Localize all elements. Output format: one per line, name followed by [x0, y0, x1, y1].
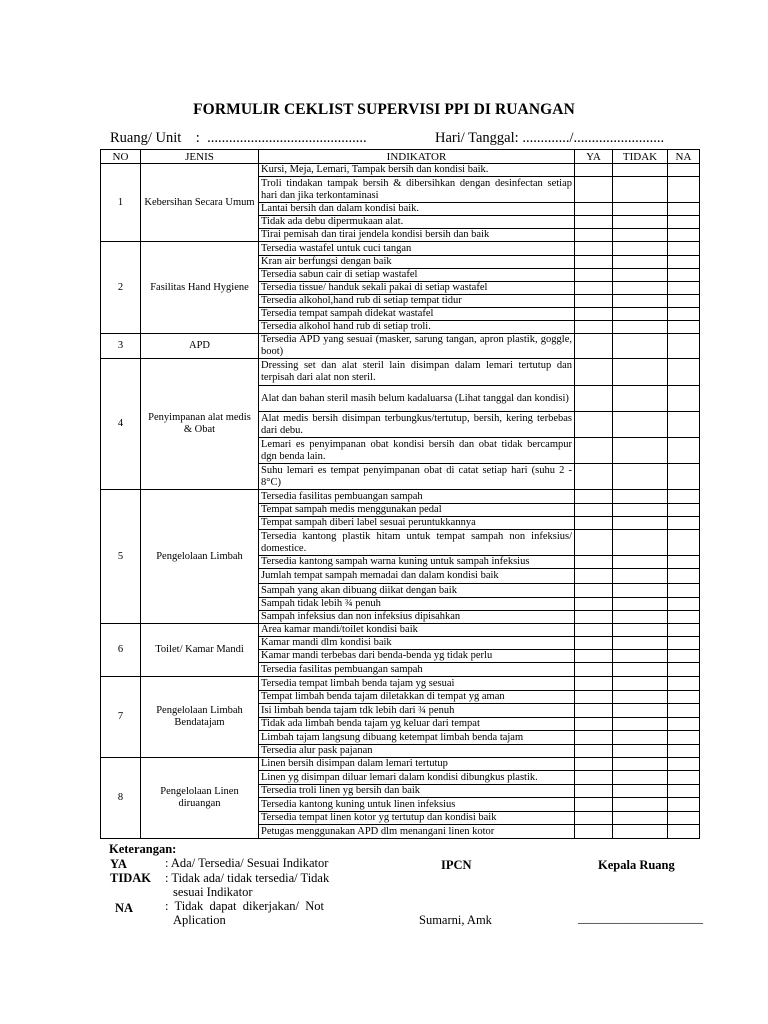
checkbox-cell-ya[interactable]: [575, 530, 613, 556]
checkbox-cell-tidak[interactable]: [613, 164, 668, 177]
checkbox-cell-tidak[interactable]: [613, 812, 668, 825]
indikator-cell: Tersedia fasilitas pembuangan sampah: [259, 490, 575, 504]
checkbox-cell-tidak[interactable]: [613, 216, 668, 229]
section-number: 7: [101, 677, 141, 758]
legend-tidak-label: TIDAK: [110, 871, 151, 885]
checklist-body: [101, 164, 700, 839]
checkbox-cell-tidak[interactable]: [613, 758, 668, 771]
checkbox-cell-na[interactable]: [668, 771, 700, 785]
checkbox-cell-na[interactable]: [668, 256, 700, 269]
table-row: [101, 359, 700, 386]
checkbox-cell-ya[interactable]: [575, 691, 613, 704]
section-number: 5: [101, 490, 141, 624]
checkbox-cell-na[interactable]: [668, 718, 700, 731]
checkbox-cell-na[interactable]: [668, 203, 700, 216]
table-header-row: [101, 150, 700, 164]
indikator-cell: Lantai bersih dan dalam kondisi baik.: [259, 203, 575, 216]
checkbox-cell-tidak[interactable]: [613, 359, 668, 386]
checkbox-cell-tidak[interactable]: [613, 677, 668, 691]
checkbox-cell-tidak[interactable]: [613, 584, 668, 598]
section-jenis: Penyimpanan alat medis & Obat: [141, 359, 259, 490]
checkbox-cell-na[interactable]: [668, 321, 700, 334]
checkbox-cell-tidak[interactable]: [613, 691, 668, 704]
ruang-unit-label: Ruang/ Unit: [110, 130, 182, 146]
checkbox-cell-ya[interactable]: [575, 517, 613, 530]
checkbox-cell-ya[interactable]: [575, 216, 613, 229]
checkbox-cell-na[interactable]: [668, 650, 700, 663]
indikator-cell: Kursi, Meja, Lemari, Tampak bersih dan kondisi baik.: [259, 164, 575, 177]
table-row: [101, 624, 700, 637]
checkbox-cell-na[interactable]: [668, 517, 700, 530]
checkbox-cell-na[interactable]: [668, 663, 700, 677]
checkbox-cell-na[interactable]: [668, 785, 700, 798]
section-jenis: Fasilitas Hand Hygiene: [141, 242, 259, 334]
checkbox-cell-na[interactable]: [668, 504, 700, 517]
checkbox-cell-tidak[interactable]: [613, 308, 668, 321]
checkbox-cell-na[interactable]: [668, 624, 700, 637]
checkbox-cell-na[interactable]: [668, 242, 700, 256]
checkbox-cell-na[interactable]: [668, 677, 700, 691]
section-jenis: APD: [141, 334, 259, 359]
checkbox-cell-tidak[interactable]: [613, 745, 668, 758]
checkbox-cell-tidak[interactable]: [613, 663, 668, 677]
section-jenis: Pengelolaan Limbah: [141, 490, 259, 624]
checkbox-cell-ya[interactable]: [575, 256, 613, 269]
indikator-cell: Tersedia alur pask pajanan: [259, 745, 575, 758]
checkbox-cell-tidak[interactable]: [613, 334, 668, 359]
indikator-cell: Tersedia wastafel untuk cuci tangan: [259, 242, 575, 256]
table-row: [101, 490, 700, 504]
indikator-cell: Linen bersih disimpan dalam lemari tertutup: [259, 758, 575, 771]
indikator-cell: Tempat sampah diberi label sesuai peruntukkannya: [259, 517, 575, 530]
checkbox-cell-na[interactable]: [668, 745, 700, 758]
checkbox-cell-ya[interactable]: [575, 598, 613, 611]
checkbox-cell-na[interactable]: [668, 295, 700, 308]
checkbox-cell-tidak[interactable]: [613, 624, 668, 637]
checkbox-cell-ya[interactable]: [575, 624, 613, 637]
checkbox-cell-na[interactable]: [668, 216, 700, 229]
indikator-cell: Tersedia tempat limbah benda tajam yg sesuai: [259, 677, 575, 691]
ipcn-label: IPCN: [441, 858, 472, 872]
table-row: [101, 164, 700, 177]
checkbox-cell-tidak[interactable]: [613, 785, 668, 798]
checkbox-cell-ya[interactable]: [575, 282, 613, 295]
ipcn-name: Sumarni, Amk: [419, 913, 492, 927]
checkbox-cell-ya[interactable]: [575, 650, 613, 663]
checkbox-cell-ya[interactable]: [575, 785, 613, 798]
indikator-cell: Tersedia tempat sampah didekat wastafel: [259, 308, 575, 321]
checkbox-cell-tidak[interactable]: [613, 229, 668, 242]
checkbox-cell-na[interactable]: [668, 812, 700, 825]
header-na: NA: [668, 150, 700, 164]
checkbox-cell-tidak[interactable]: [613, 504, 668, 517]
checkbox-cell-ya[interactable]: [575, 611, 613, 624]
header-tidak: TIDAK: [613, 150, 668, 164]
indikator-cell: Tidak ada limbah benda tajam yg keluar dari tempat: [259, 718, 575, 731]
checkbox-cell-tidak[interactable]: [613, 256, 668, 269]
checkbox-cell-na[interactable]: [668, 464, 700, 490]
checkbox-cell-ya[interactable]: [575, 637, 613, 650]
indikator-cell: Tersedia alkohol hand rub di setiap troli.: [259, 321, 575, 334]
kepala-ruang-label: Kepala Ruang: [598, 858, 675, 872]
indikator-cell: Linen yg disimpan diluar lemari dalam kondisi dibungkus plastik.: [259, 771, 575, 785]
legend-ya-text: : Ada/ Tersedia/ Sesuai Indikator: [165, 856, 329, 870]
checkbox-cell-ya[interactable]: [575, 203, 613, 216]
checkbox-cell-na[interactable]: [668, 282, 700, 295]
checkbox-cell-tidak[interactable]: [613, 569, 668, 584]
keterangan-heading: Keterangan:: [109, 842, 177, 856]
section-jenis: Toilet/ Kamar Mandi: [141, 624, 259, 677]
indikator-cell: Kamar mandi terbebas dari benda-benda yg tidak perlu: [259, 650, 575, 663]
indikator-cell: Lemari es penyimpanan obat kondisi bersih dan obat tidak bercampur dgn benda lain.: [259, 438, 575, 464]
checkbox-cell-ya[interactable]: [575, 321, 613, 334]
checkbox-cell-na[interactable]: [668, 611, 700, 624]
checkbox-cell-ya[interactable]: [575, 308, 613, 321]
checkbox-cell-tidak[interactable]: [613, 464, 668, 490]
indikator-cell: Alat medis bersih disimpan terbungkus/tertutup, bersih, kering terbebas dari debu.: [259, 412, 575, 438]
checkbox-cell-ya[interactable]: [575, 584, 613, 598]
indikator-cell: Tirai pemisah dan tirai jendela kondisi bersih dan baik: [259, 229, 575, 242]
legend-tidak-text-1: : Tidak ada/ tidak tersedia/ Tidak: [165, 871, 330, 885]
header-indikator: INDIKATOR: [259, 150, 575, 164]
indikator-cell: Petugas menggunakan APD dlm menangani linen kotor: [259, 825, 575, 839]
checkbox-cell-tidak[interactable]: [613, 386, 668, 412]
section-number: 8: [101, 758, 141, 839]
checkbox-cell-na[interactable]: [668, 691, 700, 704]
checkbox-cell-na[interactable]: [668, 359, 700, 386]
section-jenis: Pengelolaan Linen diruangan: [141, 758, 259, 839]
indikator-cell: Tersedia tempat linen kotor yg tertutup dan kondisi baik: [259, 812, 575, 825]
checkbox-cell-ya[interactable]: [575, 556, 613, 569]
checkbox-cell-tidak[interactable]: [613, 825, 668, 839]
checklist-table: [100, 149, 700, 839]
checkbox-cell-ya[interactable]: [575, 745, 613, 758]
indikator-cell: Tersedia troli linen yg bersih dan baik: [259, 785, 575, 798]
indikator-cell: Sampah tidak lebih ¾ penuh: [259, 598, 575, 611]
indikator-cell: Tersedia APD yang sesuai (masker, sarung tangan, apron plastik, goggle, boot): [259, 334, 575, 359]
section-number: 6: [101, 624, 141, 677]
form-title: FORMULIR CEKLIST SUPERVISI PPI DI RUANGAN: [193, 101, 575, 118]
checkbox-cell-na[interactable]: [668, 758, 700, 771]
table-row: [101, 242, 700, 256]
header-ya: YA: [575, 150, 613, 164]
checkbox-cell-tidak[interactable]: [613, 295, 668, 308]
checkbox-cell-na[interactable]: [668, 164, 700, 177]
section-jenis: Kebersihan Secara Umum: [141, 164, 259, 242]
checkbox-cell-na[interactable]: [668, 308, 700, 321]
checkbox-cell-ya[interactable]: [575, 569, 613, 584]
checkbox-cell-tidak[interactable]: [613, 321, 668, 334]
indikator-cell: Area kamar mandi/toilet kondisi baik: [259, 624, 575, 637]
checkbox-cell-ya[interactable]: [575, 386, 613, 412]
checkbox-cell-na[interactable]: [668, 177, 700, 203]
checkbox-cell-ya[interactable]: [575, 825, 613, 839]
checkbox-cell-ya[interactable]: [575, 677, 613, 691]
indikator-cell: Sampah infeksius dan non infeksius dipisahkan: [259, 611, 575, 624]
checkbox-cell-tidak[interactable]: [613, 282, 668, 295]
checkbox-cell-ya[interactable]: [575, 718, 613, 731]
table-row: [101, 677, 700, 691]
indikator-cell: Tersedia kantong sampah warna kuning untuk sampah infeksius: [259, 556, 575, 569]
checkbox-cell-na[interactable]: [668, 598, 700, 611]
legend-tidak-text-2: sesuai Indikator: [173, 885, 253, 899]
hari-tanggal-label: Hari/ Tanggal:: [435, 130, 519, 146]
indikator-cell: Tersedia kantong plastik hitam untuk tempat sampah non infeksius/ domestice.: [259, 530, 575, 556]
checkbox-cell-na[interactable]: [668, 569, 700, 584]
hari-tanggal-value: ............./.........................: [522, 130, 665, 146]
checkbox-cell-ya[interactable]: [575, 704, 613, 718]
checkbox-cell-tidak[interactable]: [613, 771, 668, 785]
table-row: [101, 334, 700, 359]
checkbox-cell-ya[interactable]: [575, 771, 613, 785]
checkbox-cell-tidak[interactable]: [613, 269, 668, 282]
indikator-cell: Tersedia fasilitas pembuangan sampah: [259, 663, 575, 677]
hari-tanggal-field: [435, 130, 664, 147]
checkbox-cell-ya[interactable]: [575, 295, 613, 308]
section-number: 2: [101, 242, 141, 334]
checkbox-cell-na[interactable]: [668, 637, 700, 650]
header-jenis: JENIS: [141, 150, 259, 164]
checkbox-cell-tidak[interactable]: [613, 242, 668, 256]
checkbox-cell-tidak[interactable]: [613, 517, 668, 530]
checkbox-cell-ya[interactable]: [575, 359, 613, 386]
legend-ya-label: YA: [110, 857, 127, 871]
checkbox-cell-na[interactable]: [668, 334, 700, 359]
checkbox-cell-tidak[interactable]: [613, 650, 668, 663]
indikator-cell: Tersedia sabun cair di setiap wastafel: [259, 269, 575, 282]
checkbox-cell-ya[interactable]: [575, 177, 613, 203]
checkbox-cell-na[interactable]: [668, 556, 700, 569]
checkbox-cell-tidak[interactable]: [613, 438, 668, 464]
checkbox-cell-ya[interactable]: [575, 758, 613, 771]
indikator-cell: Troli tindakan tampak bersih & dibersihkan dengan desinfectan setiap hari dan jika terkontaminasi: [259, 177, 575, 203]
checkbox-cell-ya[interactable]: [575, 164, 613, 177]
indikator-cell: Dressing set dan alat steril lain disimpan dalam lemari tertutup dan terpisah dari alat non steril.: [259, 359, 575, 386]
header-no: NO: [101, 150, 141, 164]
indikator-cell: Alat dan bahan steril masih belum kadaluarsa (Lihat tanggal dan kondisi): [259, 386, 575, 412]
checkbox-cell-na[interactable]: [668, 438, 700, 464]
checkbox-cell-tidak[interactable]: [613, 530, 668, 556]
checkbox-cell-na[interactable]: [668, 269, 700, 282]
indikator-cell: Jumlah tempat sampah memadai dan dalam kondisi baik: [259, 569, 575, 584]
checkbox-cell-ya[interactable]: [575, 334, 613, 359]
checkbox-cell-ya[interactable]: [575, 504, 613, 517]
indikator-cell: Isi limbah benda tajam tdk lebih dari ¾ penuh: [259, 704, 575, 718]
checkbox-cell-na[interactable]: [668, 704, 700, 718]
legend-na-text-2: Aplication: [173, 913, 226, 927]
checkbox-cell-na[interactable]: [668, 798, 700, 812]
checkbox-cell-ya[interactable]: [575, 412, 613, 438]
indikator-cell: Tersedia tissue/ handuk sekali pakai di setiap wastafel: [259, 282, 575, 295]
checkbox-cell-tidak[interactable]: [613, 177, 668, 203]
section-jenis: Pengelolaan Limbah Bendatajam: [141, 677, 259, 758]
checkbox-cell-na[interactable]: [668, 530, 700, 556]
ruang-unit-field: [110, 130, 367, 147]
checkbox-cell-tidak[interactable]: [613, 556, 668, 569]
checkbox-cell-ya[interactable]: [575, 812, 613, 825]
kepala-ruang-signature-line: ____________________: [578, 911, 703, 925]
indikator-cell: Kamar mandi dlm kondisi baik: [259, 637, 575, 650]
checkbox-cell-tidak[interactable]: [613, 637, 668, 650]
legend-na-label: NA: [115, 901, 134, 915]
checkbox-cell-na[interactable]: [668, 825, 700, 839]
checkbox-cell-ya[interactable]: [575, 464, 613, 490]
checkbox-cell-ya[interactable]: [575, 269, 613, 282]
legend-na-text-1: : Tidak dapat dikerjakan/ Not: [165, 899, 325, 913]
checkbox-cell-tidak[interactable]: [613, 490, 668, 504]
ruang-unit-value: : ............................................: [195, 130, 367, 146]
checkbox-cell-na[interactable]: [668, 229, 700, 242]
checkbox-cell-tidak[interactable]: [613, 203, 668, 216]
checkbox-cell-ya[interactable]: [575, 242, 613, 256]
checkbox-cell-ya[interactable]: [575, 438, 613, 464]
indikator-cell: Suhu lemari es tempat penyimpanan obat di catat setiap hari (suhu 2 - 8°C): [259, 464, 575, 490]
indikator-cell: Tidak ada debu dipermukaan alat.: [259, 216, 575, 229]
checkbox-cell-tidak[interactable]: [613, 412, 668, 438]
checkbox-cell-na[interactable]: [668, 731, 700, 745]
checkbox-cell-tidak[interactable]: [613, 598, 668, 611]
section-number: 1: [101, 164, 141, 242]
section-number: 3: [101, 334, 141, 359]
indikator-cell: Tersedia alkohol,hand rub di setiap tempat tidur: [259, 295, 575, 308]
indikator-cell: Tempat limbah benda tajam diletakkan di tempat yg aman: [259, 691, 575, 704]
checkbox-cell-na[interactable]: [668, 584, 700, 598]
checkbox-cell-tidak[interactable]: [613, 704, 668, 718]
indikator-cell: Sampah yang akan dibuang diikat dengan baik: [259, 584, 575, 598]
checkbox-cell-na[interactable]: [668, 490, 700, 504]
checkbox-cell-ya[interactable]: [575, 490, 613, 504]
indikator-cell: Tersedia kantong kuning untuk linen infeksius: [259, 798, 575, 812]
checkbox-cell-ya[interactable]: [575, 229, 613, 242]
checkbox-cell-na[interactable]: [668, 386, 700, 412]
checkbox-cell-na[interactable]: [668, 412, 700, 438]
indikator-cell: Tempat sampah medis menggunakan pedal: [259, 504, 575, 517]
checkbox-cell-tidak[interactable]: [613, 718, 668, 731]
checkbox-cell-ya[interactable]: [575, 663, 613, 677]
checkbox-cell-ya[interactable]: [575, 731, 613, 745]
checkbox-cell-tidak[interactable]: [613, 798, 668, 812]
indikator-cell: Kran air berfungsi dengan baik: [259, 256, 575, 269]
checkbox-cell-ya[interactable]: [575, 798, 613, 812]
checkbox-cell-tidak[interactable]: [613, 731, 668, 745]
table-row: [101, 758, 700, 771]
section-number: 4: [101, 359, 141, 490]
indikator-cell: Limbah tajam langsung dibuang ketempat limbah benda tajam: [259, 731, 575, 745]
checkbox-cell-tidak[interactable]: [613, 611, 668, 624]
